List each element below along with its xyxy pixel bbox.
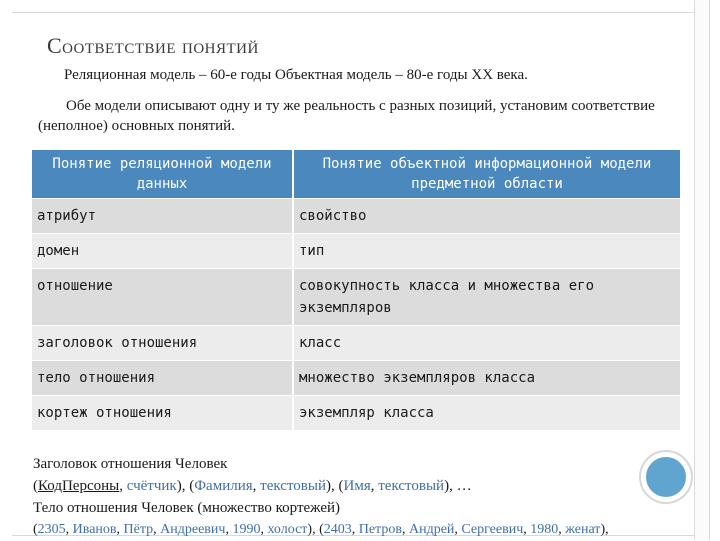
cell-relational: домен [32, 234, 293, 269]
tuple-value: 1990 [232, 522, 261, 537]
paren: ( [33, 522, 38, 537]
cell-relational: атрибут [32, 199, 293, 234]
top-border [12, 12, 708, 13]
tuple-value: 2403 [323, 522, 352, 537]
separator: ), … [444, 478, 472, 494]
tuple-value: Сергеевич [461, 522, 524, 537]
separator: , [401, 522, 409, 537]
separator: , [225, 522, 233, 537]
paren: ( [33, 478, 38, 494]
right-decorative-rail [694, 0, 710, 540]
separator: , [351, 522, 359, 537]
separator: , [119, 478, 127, 494]
concept-table [32, 150, 680, 430]
separator: , [370, 478, 379, 494]
separator: ), ( [307, 522, 324, 537]
tuple-value: холост [267, 522, 308, 537]
tuple-value: Пётр [123, 522, 154, 537]
footer-line-4 [33, 519, 609, 541]
decorative-circle [641, 452, 691, 502]
header-relational: Понятие реляционной модели данных [32, 150, 293, 199]
intro-line-1: Реляционная модель – 60-е годы Объектная модель – 80-е годы XX века. [64, 67, 528, 83]
separator: ), ( [326, 478, 344, 494]
table-row [32, 361, 680, 396]
key-attribute: КодПерсоны [38, 478, 120, 494]
cell-object: экземпляр класса [293, 396, 680, 431]
tuple-value: Андреевич [160, 522, 226, 537]
cell-object: класс [293, 326, 680, 361]
cell-relational: тело отношения [32, 361, 293, 396]
separator: , [260, 522, 268, 537]
separator: , [454, 522, 462, 537]
table-header-row [32, 150, 680, 199]
separator: , [558, 522, 566, 537]
cell-relational: кортеж отношения [32, 396, 293, 431]
footer-line-2 [33, 475, 609, 497]
table-row [32, 326, 680, 361]
type-label: текстовый [378, 478, 445, 494]
cell-object: совокупность класса и множества его экземпляров [293, 269, 680, 326]
tuple-value: женат [565, 522, 601, 537]
cell-relational: заголовок отношения [32, 326, 293, 361]
footer-line-1: Заголовок отношения Человек [33, 456, 228, 472]
separator: , [153, 522, 161, 537]
table-row [32, 396, 680, 431]
footer-text [33, 453, 609, 541]
table-row [32, 199, 680, 234]
cell-object: тип [293, 234, 680, 269]
intro-paragraph: Обе модели описывают одну и ту же реальность с разных позиций, установим соответствие (неполное) основных понятий. [38, 98, 655, 134]
slide-title: Соответствие понятий [47, 33, 259, 58]
tuple-value: 1980 [530, 522, 559, 537]
separator: , [252, 478, 261, 494]
separator: ), [600, 522, 609, 537]
tuple-value: Иванов [72, 522, 117, 537]
separator: ), ( [176, 478, 195, 494]
tuple-value: 2305 [37, 522, 66, 537]
type-label: счётчик [126, 478, 177, 494]
table-row [32, 269, 680, 326]
tuple-value: Петров [358, 522, 402, 537]
footer-line-3: Тело отношения Человек (множество кортежей) [33, 500, 341, 516]
separator: , [116, 522, 124, 537]
separator: , [65, 522, 73, 537]
attribute-label: Имя [343, 478, 371, 494]
cell-object: множество экземпляров класса [293, 361, 680, 396]
cell-object: свойство [293, 199, 680, 234]
tuple-value: Андрей [408, 522, 455, 537]
table-row [32, 234, 680, 269]
type-label: текстовый [260, 478, 326, 494]
cell-relational: отношение [32, 269, 293, 326]
attribute-label: Фамилия [194, 478, 253, 494]
separator: , [523, 522, 531, 537]
header-object: Понятие объектной информационной модели предметной области [293, 150, 680, 199]
